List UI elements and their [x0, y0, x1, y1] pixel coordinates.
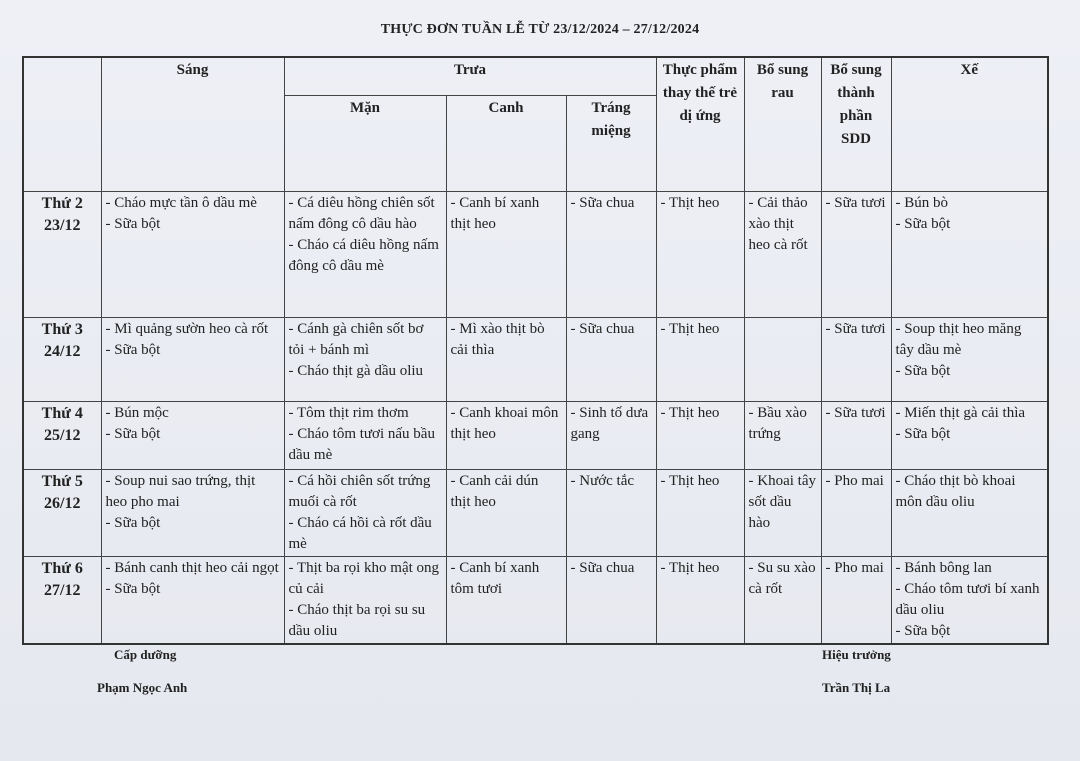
cell-bo-sung-sdd: [821, 401, 891, 469]
menu-item: - Sữa chua: [570, 320, 635, 337]
menu-item: - Cháo mực tần ô dầu mè: [105, 194, 257, 211]
menu-item: - Sữa tươi: [825, 320, 886, 337]
cell-day: [23, 317, 101, 401]
cell-bo-sung-rau: [744, 191, 821, 317]
menu-item: - Sữa bột: [105, 580, 161, 597]
menu-item: - Bún mộc: [105, 404, 169, 421]
menu-item: - Sữa tươi: [825, 404, 886, 421]
signature-right-name: Trần Thị La: [822, 680, 891, 695]
cell-thay-the: [656, 317, 744, 401]
menu-item: - Sữa bột: [895, 622, 951, 639]
menu-item: - Canh khoai môn thịt heo: [450, 404, 559, 442]
cell-bo-sung-sdd: [821, 556, 891, 644]
cell-xe: [891, 191, 1048, 317]
cell-canh: [446, 191, 566, 317]
menu-item: - Bánh canh thịt heo cải ngọt: [105, 559, 279, 576]
cell-bo-sung-sdd: [821, 469, 891, 556]
cell-trang-mieng: [566, 556, 656, 644]
cell-man: [284, 317, 446, 401]
cell-trang-mieng: [566, 469, 656, 556]
day-date: 24/12: [44, 342, 81, 360]
cell-thay-the: [656, 469, 744, 556]
header-man: Mặn: [284, 95, 446, 191]
menu-item: - Cánh gà chiên sốt bơ tỏi + bánh mì: [288, 320, 424, 358]
menu-item: - Sữa bột: [895, 215, 951, 232]
cell-thay-the: [656, 556, 744, 644]
day-date: 25/12: [44, 426, 81, 444]
menu-item: - Sữa bột: [895, 362, 951, 379]
table-row: [23, 469, 1048, 556]
page-title: THỰC ĐƠN TUẦN LỄ TỪ 23/12/2024 – 27/12/2024: [380, 22, 700, 37]
day-date: 23/12: [44, 216, 81, 234]
cell-day: [23, 556, 101, 644]
menu-item: - Cháo tôm tươi bí xanh dầu oliu: [895, 580, 1040, 618]
signature-left-role: Cấp dưỡng: [114, 647, 177, 662]
header-thuc-pham-thay-the: Thực phẩm thay thế trẻ dị ứng: [656, 57, 744, 191]
table-row: [23, 191, 1048, 317]
header-sang: Sáng: [101, 57, 284, 191]
table-row: [23, 317, 1048, 401]
cell-day: [23, 401, 101, 469]
menu-item: - Cháo thịt ba rọi su su dầu oliu: [288, 601, 426, 639]
menu-item: - Sinh tố dưa gang: [570, 404, 649, 442]
header-trang-mieng: Tráng miệng: [566, 95, 656, 191]
menu-item: - Tôm thịt rim thơm: [288, 404, 409, 421]
cell-bo-sung-sdd: [821, 317, 891, 401]
cell-sang: [101, 401, 284, 469]
menu-item: - Thịt heo: [660, 404, 720, 421]
cell-sang: [101, 556, 284, 644]
menu-item: - Cá diêu hồng chiên sốt nấm đông cô dầu hào: [288, 194, 435, 232]
menu-item: - Soup nui sao trứng, thịt heo pho mai: [105, 472, 256, 510]
table-row: [23, 401, 1048, 469]
cell-xe: [891, 469, 1048, 556]
cell-day: [23, 469, 101, 556]
cell-xe: [891, 556, 1048, 644]
day-name: Thứ 2: [41, 194, 83, 212]
signature-left-name: Phạm Ngọc Anh: [97, 680, 188, 695]
menu-item: - Mì quảng sườn heo cà rốt: [105, 320, 269, 337]
menu-item: - Sữa bột: [895, 425, 951, 442]
cell-xe: [891, 401, 1048, 469]
cell-man: [284, 556, 446, 644]
menu-item: - Miến thịt gà cải thìa: [895, 404, 1026, 421]
menu-item: - Nước tắc: [570, 472, 635, 489]
cell-xe: [891, 317, 1048, 401]
cell-thay-the: [656, 191, 744, 317]
cell-canh: [446, 469, 566, 556]
menu-item: - Cháo thịt bò khoai môn dầu oliu: [895, 472, 1016, 510]
cell-man: [284, 191, 446, 317]
day-name: Thứ 5: [41, 472, 83, 490]
menu-item: - Sữa bột: [105, 425, 161, 442]
menu-item: - Cháo cá hồi cà rốt dầu mè: [288, 514, 432, 552]
menu-item: - Thịt heo: [660, 472, 720, 489]
menu-item: - Thịt heo: [660, 320, 720, 337]
menu-item: - Thịt heo: [660, 559, 720, 576]
menu-item: - Cải thảo xào thịt heo cà rốt: [748, 194, 808, 253]
day-date: 26/12: [44, 494, 81, 512]
day-name: Thứ 4: [41, 404, 83, 422]
day-date: 27/12: [44, 581, 81, 599]
menu-item: - Sữa chua: [570, 194, 635, 211]
menu-item: - Sữa bột: [105, 341, 161, 358]
menu-item: - Canh cải dún thịt heo: [450, 472, 539, 510]
cell-sang: [101, 317, 284, 401]
cell-bo-sung-rau: [744, 469, 821, 556]
cell-thay-the: [656, 401, 744, 469]
signature-right-role: Hiệu trưởng: [822, 647, 891, 662]
cell-bo-sung-rau: [744, 556, 821, 644]
menu-item: - Soup thịt heo măng tây dầu mè: [895, 320, 1022, 358]
header-day: [23, 57, 101, 191]
cell-day: [23, 191, 101, 317]
header-canh: Canh: [446, 95, 566, 191]
menu-item: - Bánh bông lan: [895, 559, 992, 576]
cell-sang: [101, 191, 284, 317]
menu-item: - Thịt ba rọi kho mật ong củ cải: [288, 559, 440, 597]
menu-table-body: [23, 191, 1048, 644]
header-trua: Trưa: [284, 57, 656, 95]
menu-item: - Bầu xào trứng: [748, 404, 807, 442]
menu-item: - Thịt heo: [660, 194, 720, 211]
menu-item: - Pho mai: [825, 559, 884, 576]
menu-item: - Khoai tây sốt dầu hào: [748, 472, 816, 531]
cell-bo-sung-sdd: [821, 191, 891, 317]
menu-item: - Mì xào thịt bò cải thìa: [450, 320, 545, 358]
weekly-menu-table: [22, 56, 1049, 645]
menu-item: - Cháo tôm tươi nấu bầu dầu mè: [288, 425, 435, 463]
cell-bo-sung-rau: [744, 317, 821, 401]
menu-item: - Canh bí xanh thịt heo: [450, 194, 540, 232]
cell-man: [284, 401, 446, 469]
header-bo-sung-sdd: Bổ sung thành phần SDD: [821, 57, 891, 191]
day-name: Thứ 6: [41, 559, 83, 577]
menu-item: - Sữa tươi: [825, 194, 886, 211]
header-xe: Xế: [891, 57, 1048, 191]
cell-trang-mieng: [566, 191, 656, 317]
cell-canh: [446, 556, 566, 644]
cell-trang-mieng: [566, 401, 656, 469]
cell-man: [284, 469, 446, 556]
menu-item: - Cháo thịt gà dầu oliu: [288, 362, 424, 379]
day-name: Thứ 3: [41, 320, 83, 338]
cell-canh: [446, 401, 566, 469]
cell-canh: [446, 317, 566, 401]
menu-item: - Pho mai: [825, 472, 884, 489]
cell-bo-sung-rau: [744, 401, 821, 469]
header-bo-sung-rau: Bổ sung rau: [744, 57, 821, 191]
menu-item: - Canh bí xanh tôm tươi: [450, 559, 540, 597]
cell-sang: [101, 469, 284, 556]
menu-item: - Sữa bột: [105, 514, 161, 531]
menu-item: - Sữa chua: [570, 559, 635, 576]
menu-item: - Bún bò: [895, 194, 948, 211]
table-row: [23, 556, 1048, 644]
cell-trang-mieng: [566, 317, 656, 401]
menu-item: - Su su xào cà rốt: [748, 559, 816, 597]
menu-item: - Cháo cá diêu hồng nấm đông cô dầu mè: [288, 236, 439, 274]
menu-item: - Cá hồi chiên sốt trứng muối cà rốt: [288, 472, 431, 510]
menu-item: - Sữa bột: [105, 215, 161, 232]
